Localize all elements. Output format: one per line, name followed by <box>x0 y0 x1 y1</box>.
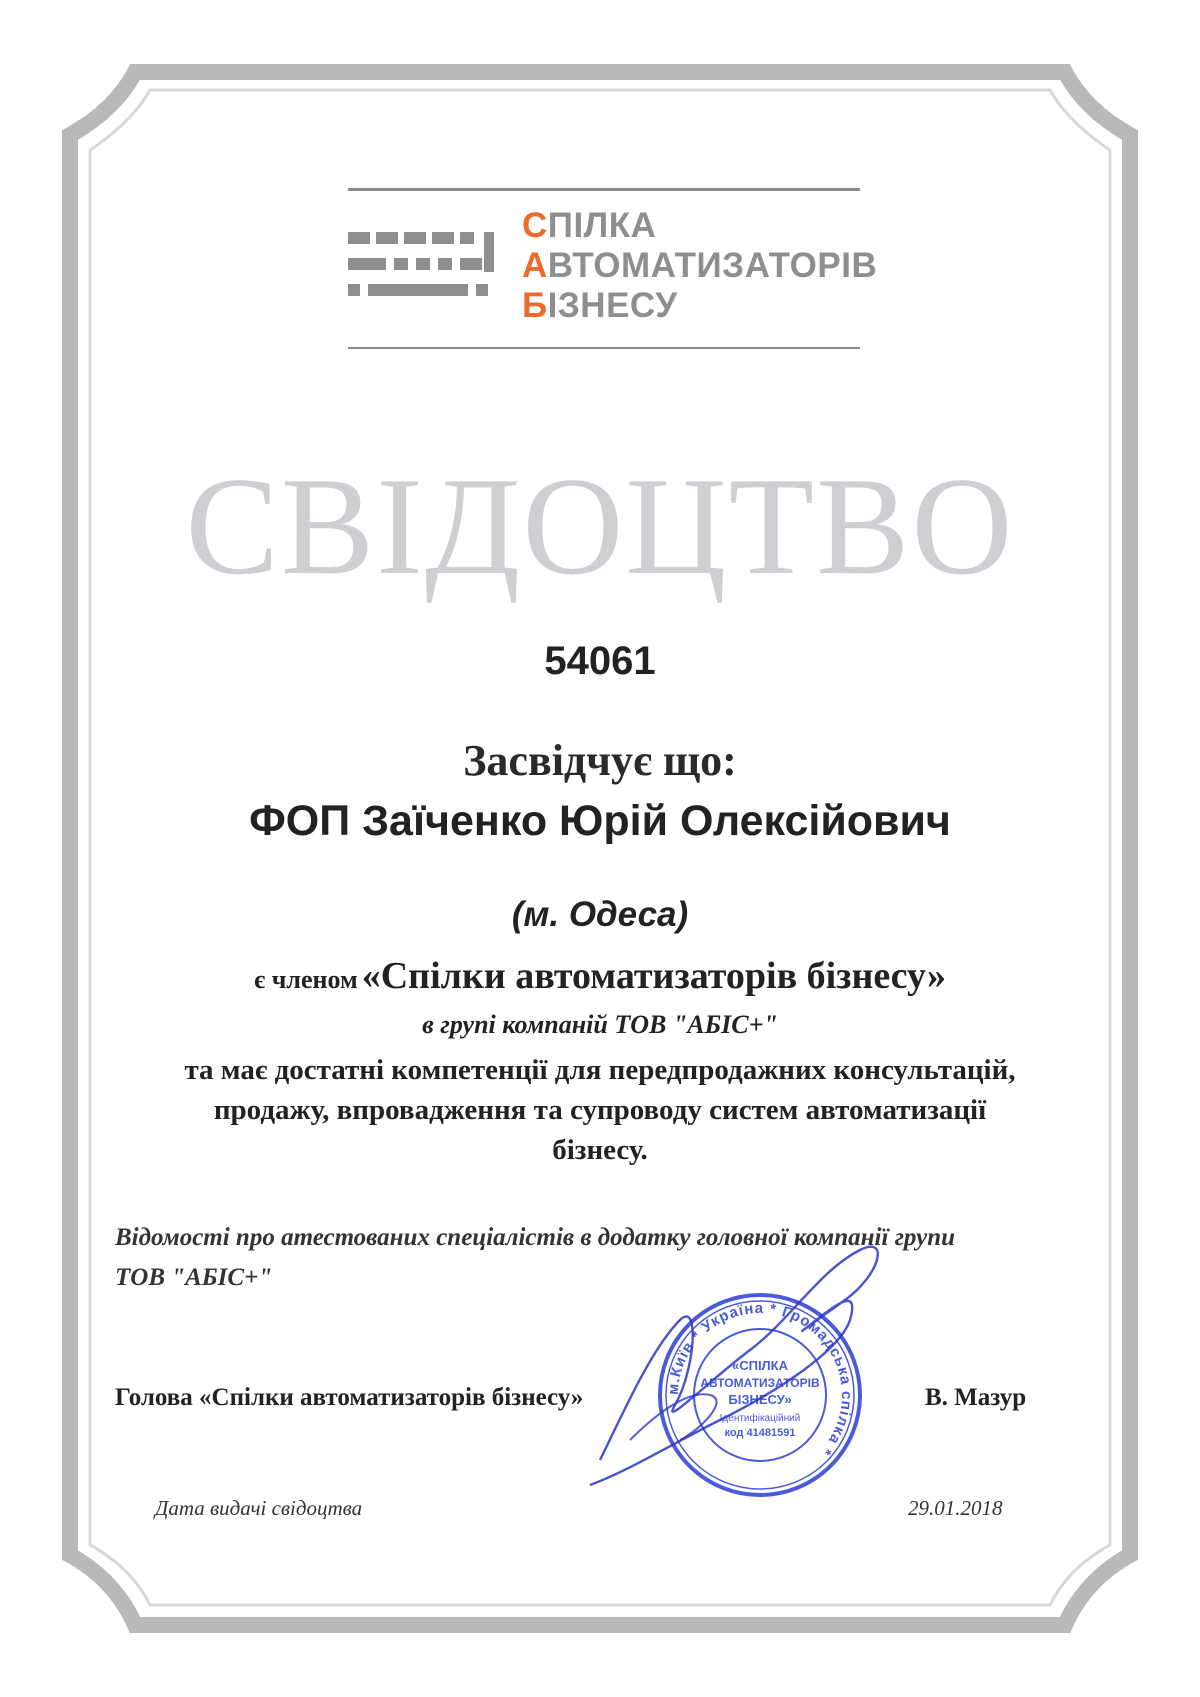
holder-city: (м. Одеса) <box>511 895 689 934</box>
logo-keyboard-mark <box>348 232 498 314</box>
stamp-line-4: Ідентифікаційний <box>719 1413 801 1424</box>
logo-wordmark <box>522 206 877 326</box>
head-title: Голова «Спілки автоматизаторів бізнесу» <box>115 1384 584 1411</box>
stamp-line-5: код 41481591 <box>724 1427 796 1439</box>
certificate-number: 54061 <box>544 639 656 683</box>
logo-line-1: СПІЛКА <box>522 206 657 245</box>
logo-line-3: БІЗНЕСУ <box>522 286 678 325</box>
membership-line <box>0 950 1200 1010</box>
note-line-1: Відомості про атестованих спеціалістів в додатку головної компанії групи <box>115 1224 956 1251</box>
holder-name: ФОП Заїченко Юрій Олексійович <box>249 797 951 845</box>
competence-line-3: бізнесу. <box>552 1134 648 1166</box>
stamp-line-2: АВТОМАТИЗАТОРІВ <box>700 1376 820 1390</box>
certifies-label: Засвідчує що: <box>463 736 737 785</box>
issue-date-value: 29.01.2018 <box>908 1496 1003 1520</box>
stamp-ring-text: м.Київ * Україна * Громадська спілка * <box>664 1299 856 1460</box>
logo-top-rule <box>348 188 860 191</box>
certificate-title: СВІДОЦТВО <box>185 449 1015 604</box>
note-line-2: ТОВ "АБІС+" <box>115 1264 273 1291</box>
logo-bottom-rule <box>348 347 860 349</box>
logo-line-2: АВТОМАТИЗАТОРІВ <box>522 246 878 285</box>
group-line: в групі компаній ТОВ "АБІС+" <box>422 1010 778 1039</box>
competence-line-2: продажу, впровадження та супроводу систем автоматизації <box>213 1094 987 1126</box>
member-org: «Спілки автоматизаторів бізнесу» <box>361 955 946 997</box>
stamp-line-1: «СПІЛКА <box>731 1358 789 1373</box>
stamp-line-3: БІЗНЕСУ» <box>728 1392 792 1407</box>
competence-line-1: та має достатні компетенції для передпродажних консультацій, <box>184 1054 1016 1086</box>
issue-date-label: Дата видачі свідоцтва <box>155 1496 363 1520</box>
competence-text <box>0 1050 1200 1170</box>
handwritten-signature <box>560 1230 910 1510</box>
head-name: В. Мазур <box>925 1384 1027 1411</box>
member-prefix: є членом <box>254 965 358 994</box>
